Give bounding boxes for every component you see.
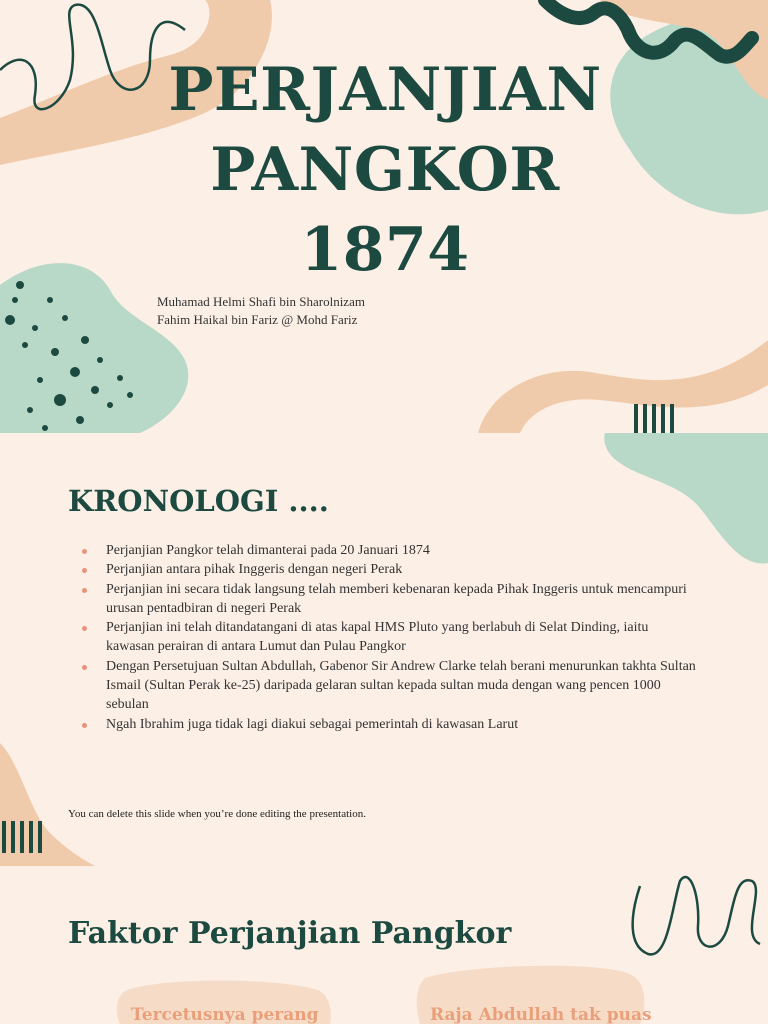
author-list: [157, 293, 365, 329]
factor-card-1: Tercetusnya perang: [131, 1005, 319, 1024]
list-item: Perjanjian antara pihak Inggeris dengan negeri Perak: [80, 560, 700, 579]
author-name: Muhamad Helmi Shafi bin Sharolnizam: [157, 294, 365, 309]
kronologi-heading: KRONOLOGI ....: [68, 484, 329, 518]
kronologi-bullets: [80, 541, 700, 734]
presentation-title: [150, 50, 620, 290]
list-item: Ngah Ibrahim juga tidak lagi diakui sebagai pemerintah di kawasan Larut: [80, 715, 700, 734]
list-item: Perjanjian Pangkor telah dimanterai pada 20 Januari 1874: [80, 541, 700, 560]
faktor-heading: Faktor Perjanjian Pangkor: [68, 916, 512, 951]
author-name: Fahim Haikal bin Fariz @ Mohd Fariz: [157, 312, 358, 327]
list-item: Perjanjian ini secara tidak langsung telah memberi kebenaran kepada Pihak Inggeris untuk mencampuri urusan pentadbiran di negeri Perak: [80, 580, 700, 619]
list-item: Perjanjian ini telah ditandatangani di atas kapal HMS Pluto yang berlabuh di Selat Dinding, iaitu kawasan perairan di antara Lumut dan Pulau Pangkor: [80, 618, 700, 657]
factor-card-2: Raja Abdullah tak puas: [430, 1005, 652, 1024]
list-item: Dengan Persetujuan Sultan Abdullah, Gabenor Sir Andrew Clarke telah berani menurunkan takhta Sultan Ismail (Sultan Perak ke-25) daripada gelaran sultan kepada sultan muda dengan wang pencen 1000 sebulan: [80, 657, 700, 715]
slide-title[interactable]: [0, 0, 768, 433]
editor-note: You can delete this slide when you’re done editing the presentation.: [68, 808, 366, 820]
title-line: PANGKOR: [210, 135, 560, 205]
title-line: PERJANJIAN: [168, 55, 602, 125]
title-line: 1874: [300, 215, 470, 285]
